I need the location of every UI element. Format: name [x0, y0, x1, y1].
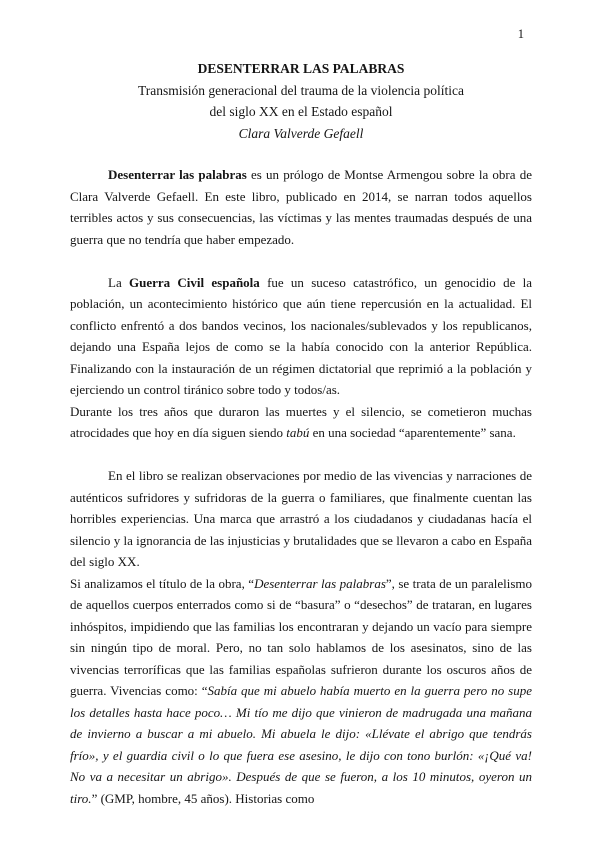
- italic-obra-title: Desenterrar las palabras: [254, 575, 386, 591]
- paragraph-civil-war: [70, 272, 532, 401]
- paragraph-civil-war-lead: La: [108, 274, 129, 290]
- paragraph-titulo-text-1: Si analizamos el título de la obra, “: [70, 575, 255, 591]
- doc-author: Clara Valverde Gefaell: [238, 125, 364, 141]
- paragraph-titulo-text-3: ” (GMP, hombre, 45 años). Historias como: [91, 790, 315, 806]
- paragraph-libro: [70, 465, 532, 573]
- doc-title: DESENTERRAR LAS PALABRAS: [197, 61, 405, 76]
- document-header: [70, 58, 532, 144]
- paragraph-libro-text: En el libro se realizan observaciones por medio de las vivencias y narraciones de auténticos sufridores y sufridoras de la guerra o familiares, que finalmente cuentan las horribles experiencias. Una marca que arrastró a los ciudadanos y ciudadanas hacía el silencio y la ignorancia de las injusticias y brutalidades que se llevaron a cabo en España del siglo XX.: [70, 468, 532, 569]
- paragraph-durante-text-2: en una sociedad “aparentemente” sana.: [309, 425, 516, 440]
- paragraph-durante: [70, 401, 532, 444]
- doc-subtitle-line2: del siglo XX en el Estado español: [209, 104, 393, 119]
- document-body: [70, 164, 532, 809]
- paragraph-prologue: [70, 164, 532, 250]
- italic-testimony-quote: Sabía que mi abuelo había muerto en la guerra pero no supe los detalles hasta hace poco… Mi tío me dijo que vinieron de madrugada una mañana de invierno a buscar a mi abuelo. Mi abuela le dijo: «Llévate el abrigo que tendrás frío», y el guardia civil o lo que fuera ese asesino, le dijo con tono burlón: «¡Qué va! No va a necesitar un abrigo». Después de que se fueron, a los 10 minutos, oyeron un tiro.: [70, 683, 532, 806]
- bold-book-title: Desenterrar las palabras: [108, 167, 247, 182]
- doc-subtitle-line1: Transmisión generacional del trauma de la violencia política: [137, 82, 465, 98]
- paragraph-durante-text-1: Durante los tres años que duraron las muertes y el silencio, se cometieron muchas atrocidades que hoy en día siguen siendo: [70, 403, 532, 440]
- paragraph-titulo: [70, 573, 532, 810]
- page-number: 1: [517, 27, 524, 41]
- bold-guerra-civil: Guerra Civil española: [128, 274, 260, 290]
- paragraph-titulo-text-2: ”, se trata de un paralelismo de aquellos cuerpos enterrados como si de “basura” o “desechos” de trataran, en lugares inhóspitos, impidiendo que las familias los encontraran y dejando un vacío para siempre sin ningún tipo de moral. Pero, no tan solo hablamos de los asesinatos, sino de las vivencias terroríficas que las familias españolas sufrieron durante los oscuros años de guerra. Vivencias como: “: [70, 575, 533, 698]
- italic-tabu: tabú: [286, 425, 310, 440]
- paragraph-civil-war-text: fue un suceso catastrófico, un genocidio de la población, un acontecimiento histórico que aún tiene repercusión en la actualidad. El conflicto enfrentó a dos bandos vecinos, los nacionales/sublevados y los republicanos, dejando una España lejos de como se la había conocido con la anterior República. Finalizando con la instauración de un régimen dictatorial que reprimió a la población y ejerciendo un control tiránico sobre todo y todos/as.: [70, 274, 532, 397]
- paragraph-prologue-text: es un prólogo de Montse Armengou sobre la obra de Clara Valverde Gefaell. En este libro, publicado en 2014, se narran todos aquellos terribles actos y sus consecuencias, las víctimas y las mentes traumadas después de una guerra que no tendría que haber empezado.: [70, 167, 532, 247]
